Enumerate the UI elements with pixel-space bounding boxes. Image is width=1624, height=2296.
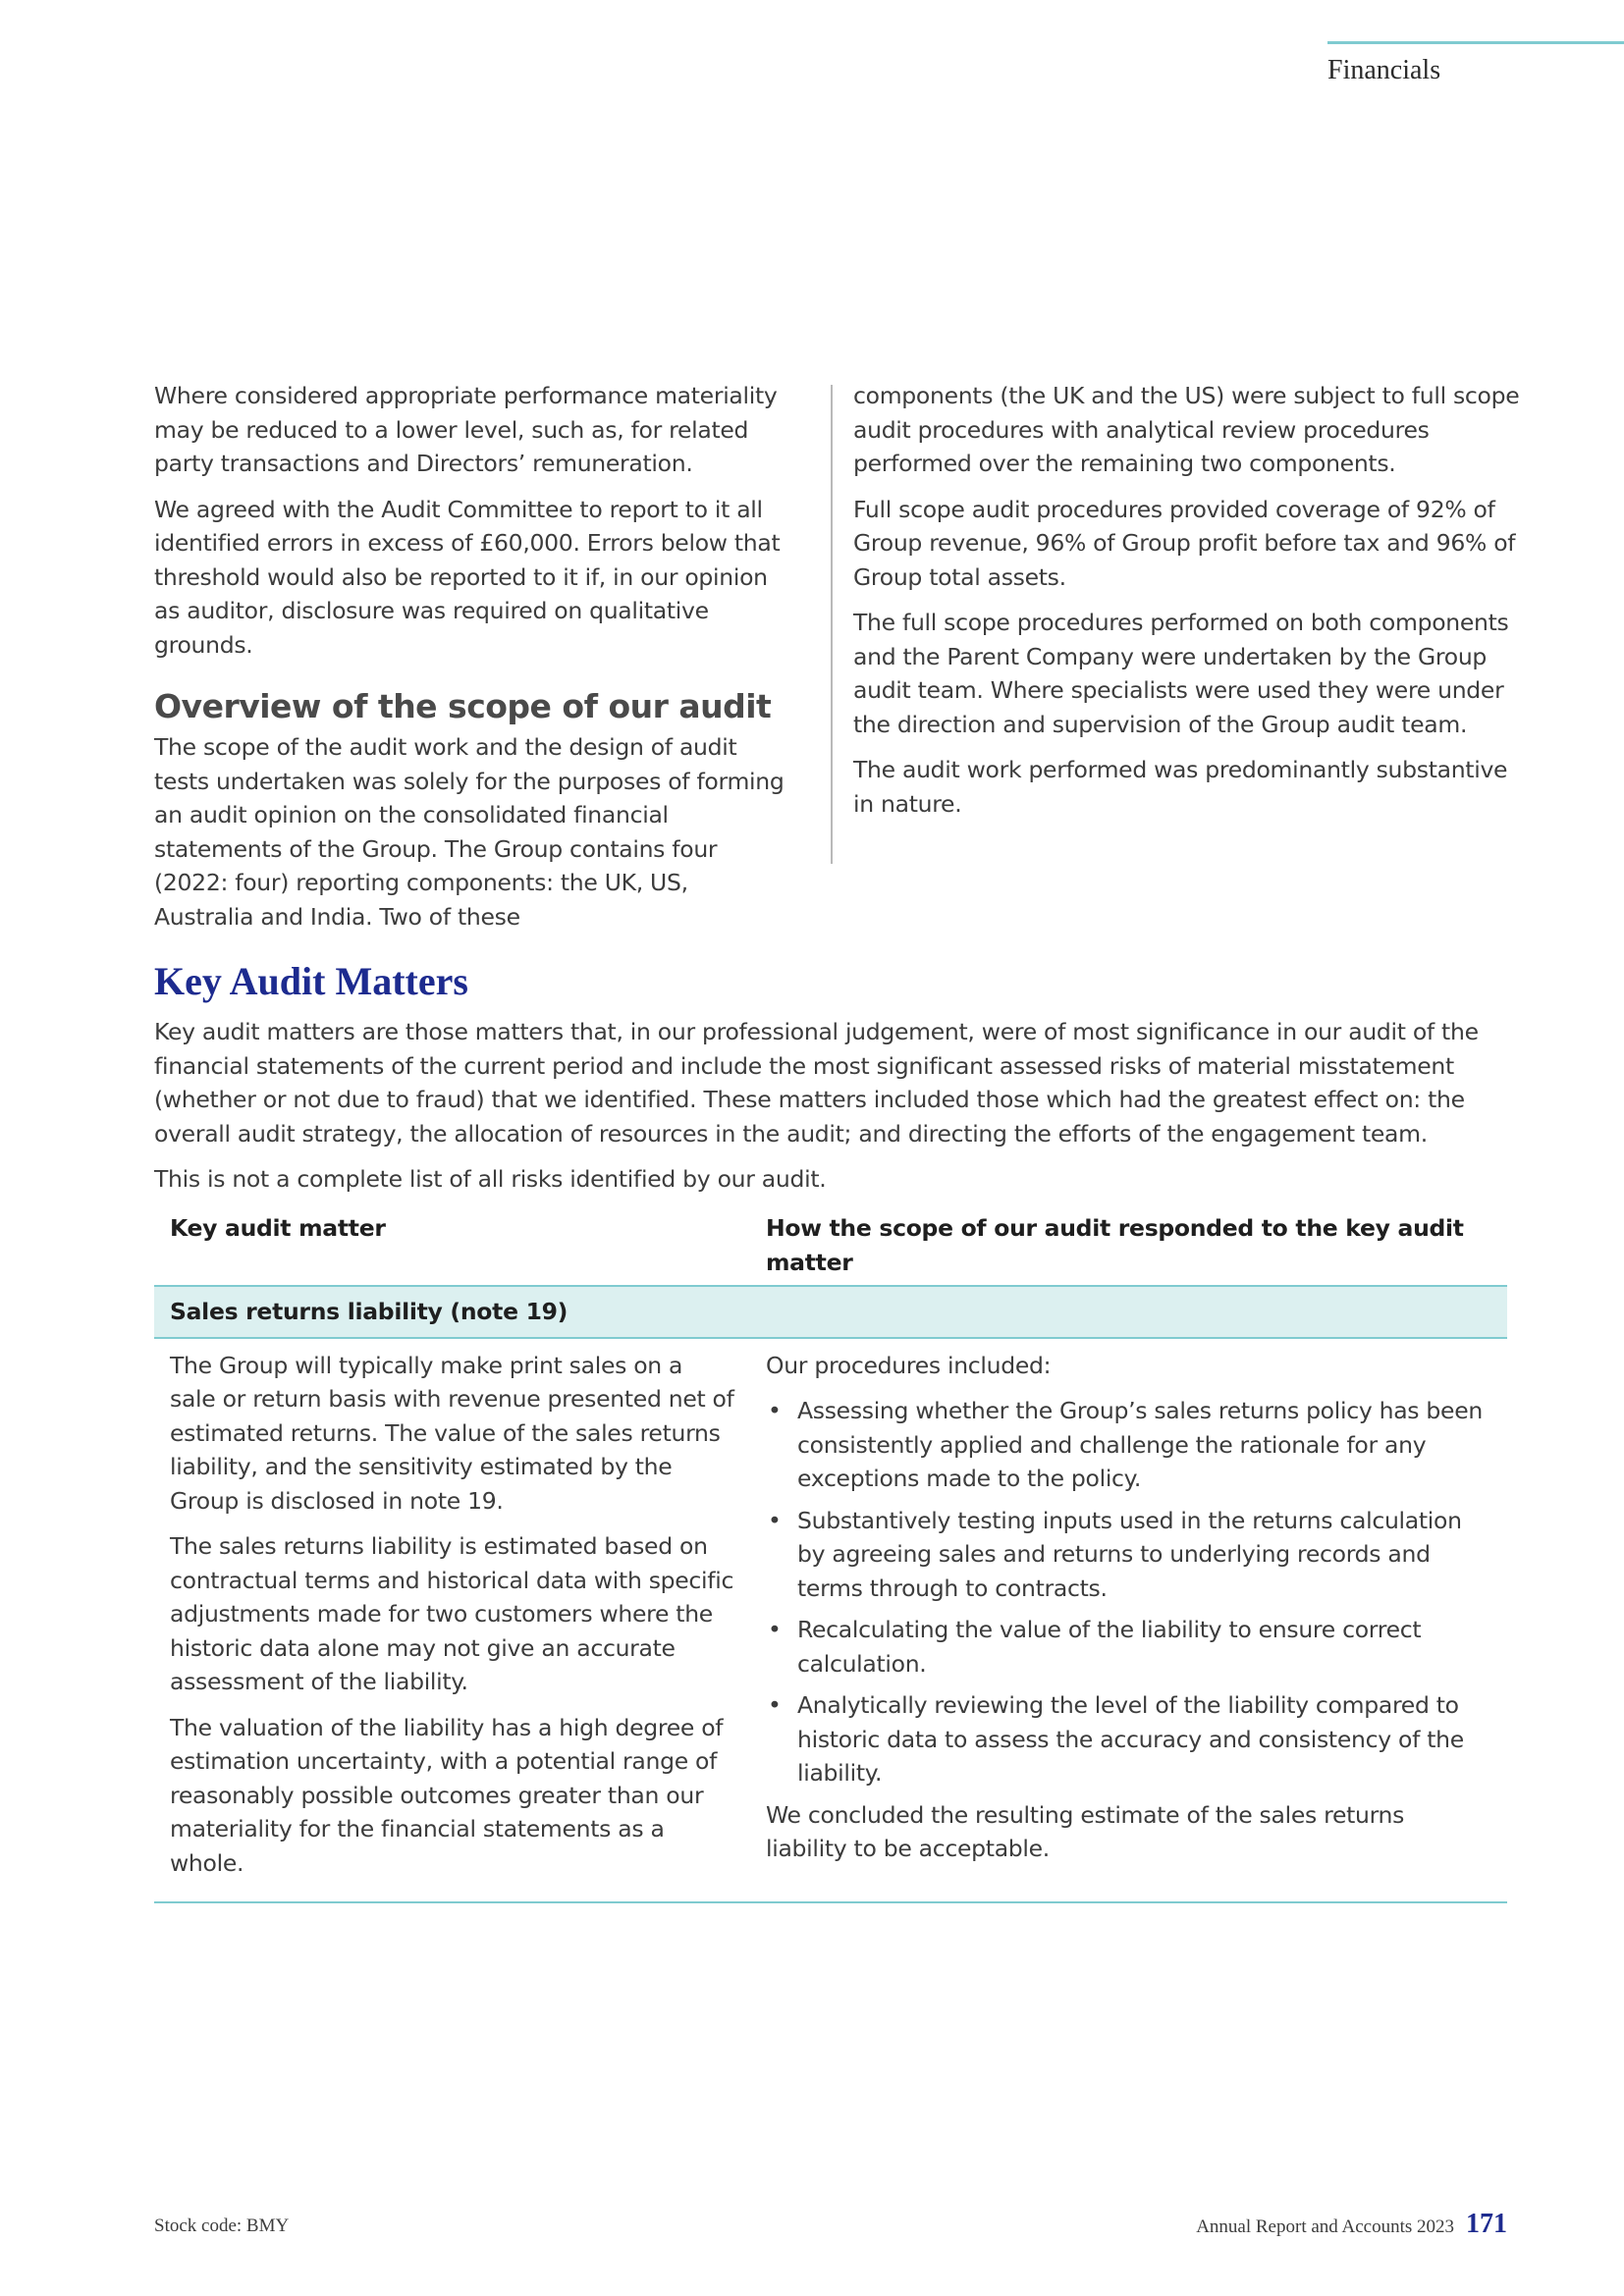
matter-description-cell: [154, 1338, 750, 1903]
procedures-intro: Our procedures included:: [766, 1351, 1052, 1379]
procedure-item: • Assessing whether the Group’s sales returns policy has been consistently applied and challenge the rationale for any exceptions made to the policy.: [766, 1394, 1491, 1496]
section-label: Financials: [1327, 55, 1441, 85]
key-audit-matters-title: Key Audit Matters: [154, 959, 468, 1003]
scope-paragraph: The scope of the audit work and the design of audit tests undertaken was solely for the purposes of forming an audit opinion on the consolidated financial statements of the Group. The Group contains four (2022: four) reporting components: the UK, US, Australia and India. Two of these: [154, 733, 785, 931]
matter-paragraph: The valuation of the liability has a high degree of estimation uncertainty, with a potential range of reasonably possible outcomes greater than our materiality for the financial statements as a whole.: [170, 1713, 724, 1877]
left-column: [154, 379, 792, 945]
coverage-paragraph: Full scope audit procedures provided coverage of 92% of Group revenue, 96% of Group profit before tax and 96% of Group total assets.: [853, 495, 1516, 591]
procedure-item: • Recalculating the value of the liability to ensure correct calculation.: [766, 1613, 1491, 1681]
table-header-row: [154, 1207, 1507, 1286]
matter-title-row: [154, 1286, 1507, 1338]
column-divider: [831, 385, 833, 864]
right-column: [853, 379, 1521, 832]
materiality-paragraph: Where considered appropriate performance materiality may be reduced to a lower level, such as, for related party transactions and Directors’ remuneration.: [154, 382, 778, 477]
matter-paragraph: The Group will typically make print sales on a sale or return basis with revenue presented net of estimated returns. The value of the sales returns liability, and the sensitivity estimated by the Group is disclosed in note 19.: [170, 1351, 734, 1515]
key-audit-matters-table: [154, 1207, 1507, 1903]
components-paragraph: components (the UK and the US) were subject to full scope audit procedures with analytical review procedures performed over the remaining two components.: [853, 382, 1520, 477]
procedures-list: [766, 1394, 1491, 1790]
procedure-item: • Analytically reviewing the level of the liability compared to historic data to assess the accuracy and consistency of the liability.: [766, 1688, 1491, 1790]
substantive-paragraph: The audit work performed was predominantly substantive in nature.: [853, 756, 1508, 818]
procedures-conclusion: We concluded the resulting estimate of the sales returns liability to be acceptable.: [766, 1800, 1405, 1862]
header-rule: [1327, 41, 1624, 44]
stock-code: Stock code: BMY: [154, 2216, 290, 2236]
report-title: Annual Report and Accounts 2023: [1196, 2216, 1454, 2237]
scope-subheading: Overview of the scope of our audit: [154, 687, 772, 725]
response-column-header: How the scope of our audit responded to the key audit matter: [750, 1207, 1507, 1286]
matter-detail-row: [154, 1338, 1507, 1903]
page-number: 171: [1466, 2209, 1507, 2239]
key-audit-matters-intro: [154, 1015, 1509, 1208]
matter-column-header: Key audit matter: [154, 1207, 750, 1286]
matter-paragraph: The sales returns liability is estimated based on contractual terms and historical data with specific adjustments made for two customers where the historic data alone may not give an accurate assessment of the liability.: [170, 1532, 734, 1695]
reporting-threshold-paragraph: We agreed with the Audit Committee to report to it all identified errors in excess of £60,000. Errors below that threshold would also be reported to it if, in our opinion as auditor, disclosure was required on qualitative grounds.: [154, 495, 781, 659]
footer-right: [1196, 2209, 1507, 2240]
response-cell: [750, 1338, 1507, 1903]
procedure-item: • Substantively testing inputs used in the returns calculation by agreeing sales and returns to underlying records and terms through to contracts.: [766, 1504, 1491, 1606]
group-team-paragraph: The full scope procedures performed on both components and the Parent Company were undertaken by the Group audit team. Where specialists were used they were under the direction and supervision of the Group audit team.: [853, 609, 1509, 738]
intro-paragraph: Key audit matters are those matters that, in our professional judgement, were of most significance in our audit of the financial statements of the current period and include the most significant assessed risks of material misstatement (whether or not due to fraud) that we identified. These matters included those which had the greatest effect on: the overall audit strategy, the allocation of resources in the audit; and directing the efforts of the engagement team.: [154, 1018, 1479, 1148]
matter-title: Sales returns liability (note 19): [154, 1286, 1507, 1338]
not-complete-note: This is not a complete list of all risks identified by our audit.: [154, 1165, 827, 1193]
